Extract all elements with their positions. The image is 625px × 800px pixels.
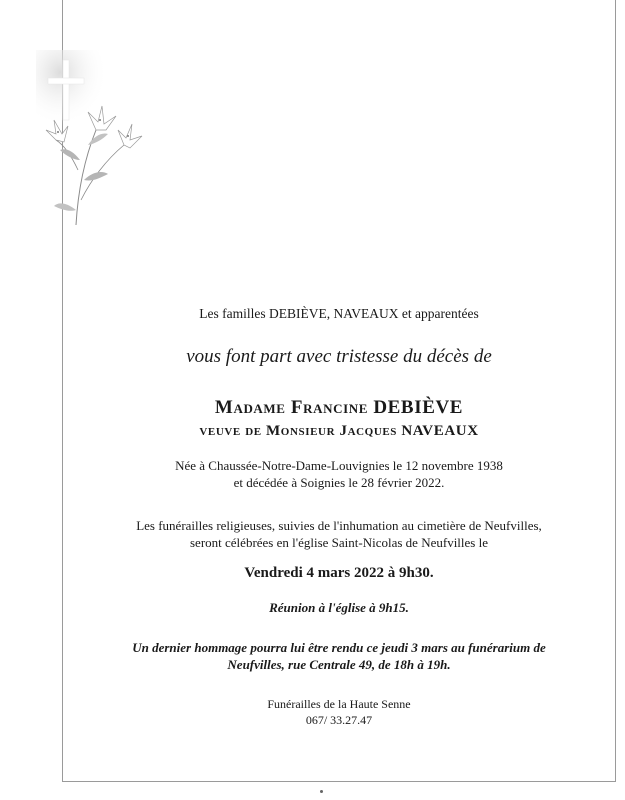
funeral-line-2: seront célébrées en l'église Saint-Nicolas de Neufvilles le [190,535,488,550]
tribute-line-1: Un dernier hommage pourra lui être rendu ce jeudi 3 mars au funérarium de [132,640,546,655]
funeral-home-name: Funérailles de la Haute Senne [267,697,411,711]
death-line: et décédée à Soignies le 28 février 2022. [233,475,445,490]
meeting-time: Réunion à l'église à 9h15. [269,600,409,615]
funeral-line-1: Les funérailles religieuses, suivies de l'inhumation au cimetière de Neufvilles, [136,518,542,533]
birth-line: Née à Chaussée-Notre-Dame-Louvignies le 12 novembre 1938 [175,458,503,473]
funeral-home-phone: 067/ 33.27.47 [305,713,373,727]
tribute-line-2: Neufvilles, rue Centrale 49, de 18h à 19h. [227,657,451,672]
scan-mark [320,790,323,793]
cross-and-lily-icon [36,50,146,230]
deceased-name: Madame Francine DEBIÈVE [214,397,464,418]
announcement-intro: vous font part avec tristesse du décès de [186,346,492,367]
widow-of-line: veuve de Monsieur Jacques NAVEAUX [199,423,479,439]
funeral-date: Vendredi 4 mars 2022 à 9h30. [244,565,434,581]
families-line: Les familles DEBIÈVE, NAVEAUX et apparentées [199,306,479,321]
